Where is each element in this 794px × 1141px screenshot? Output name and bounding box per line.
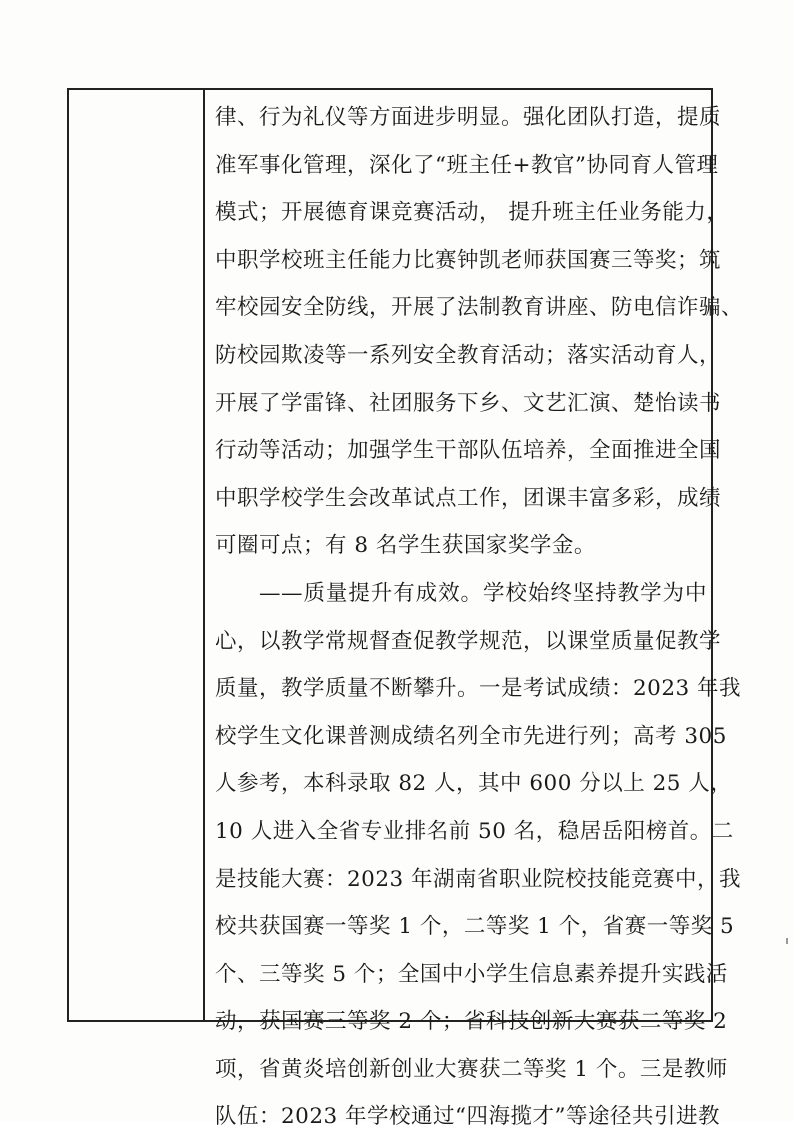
text-line: 中职学校班主任能力比赛钟凯老师获国赛三等奖；筑: [215, 247, 722, 273]
text-line: 项，省黄炎培创新创业大赛获二等奖 1 个。三是教师: [215, 1056, 728, 1082]
text-line: 校学生文化课普测成绩名列全市先进行列；高考 305: [215, 723, 727, 749]
text-line: 质量，教学质量不断攀升。一是考试成绩：2023 年我: [215, 676, 742, 702]
text-line: 可圈可点；有 8 名学生获国家奖学金。: [215, 533, 596, 559]
text-line: 律、行为礼仪等方面进步明显。强化团队打造，提质: [215, 105, 722, 130]
text-line: 准军事化管理，深化了“班主任+教官”协同育人管理: [215, 152, 719, 178]
text-line: 防校园欺凌等一系列安全教育活动；落实活动育人，: [215, 342, 722, 368]
text-line: ——质量提升有成效。学校始终坚持教学为中: [259, 580, 707, 606]
text-line: 模式；开展德育课竞赛活动， 提升班主任业务能力，: [215, 200, 729, 226]
text-line: 人参考，本科录取 82 人，其中 600 分以上 25 人，: [215, 771, 733, 797]
text-line: 行动等活动；加强学生干部队伍培养，全面推进全国: [215, 438, 722, 464]
text-line: 10 人进入全省专业排名前 50 名，稳居岳阳榜首。二: [215, 818, 734, 844]
table-content-cell: [205, 90, 744, 1130]
text-line: 队伍：2023 年学校通过“四海揽才”等途径共引进教: [215, 1104, 721, 1130]
text-line: 中职学校学生会改革试点工作，团课丰富多彩，成绩: [215, 485, 722, 511]
text-line: 牢校园安全防线，开展了法制教育讲座、防电信诈骗、: [215, 295, 744, 321]
text-line: 个、三等奖 5 个；全国中小学生信息素养提升实践活: [215, 961, 728, 987]
table-left-column: [69, 90, 205, 1020]
text-line: 是技能大赛：2023 年湖南省职业院校技能竞赛中，我: [215, 866, 742, 892]
table-frame: [67, 88, 744, 1130]
text-line: 校共获国赛一等奖 1 个，二等奖 1 个，省赛一等奖 5: [215, 914, 735, 940]
text-line: 开展了学雷锋、社团服务下乡、文艺汇演、楚怡读书: [215, 390, 722, 416]
text-line: 心，以教学常规督查促教学规范，以课堂质量促教学: [215, 628, 722, 654]
scan-artifact: [786, 938, 788, 944]
text-line: 动，获国赛三等奖 2 个；省科技创新大赛获二等奖 2: [215, 1009, 728, 1035]
